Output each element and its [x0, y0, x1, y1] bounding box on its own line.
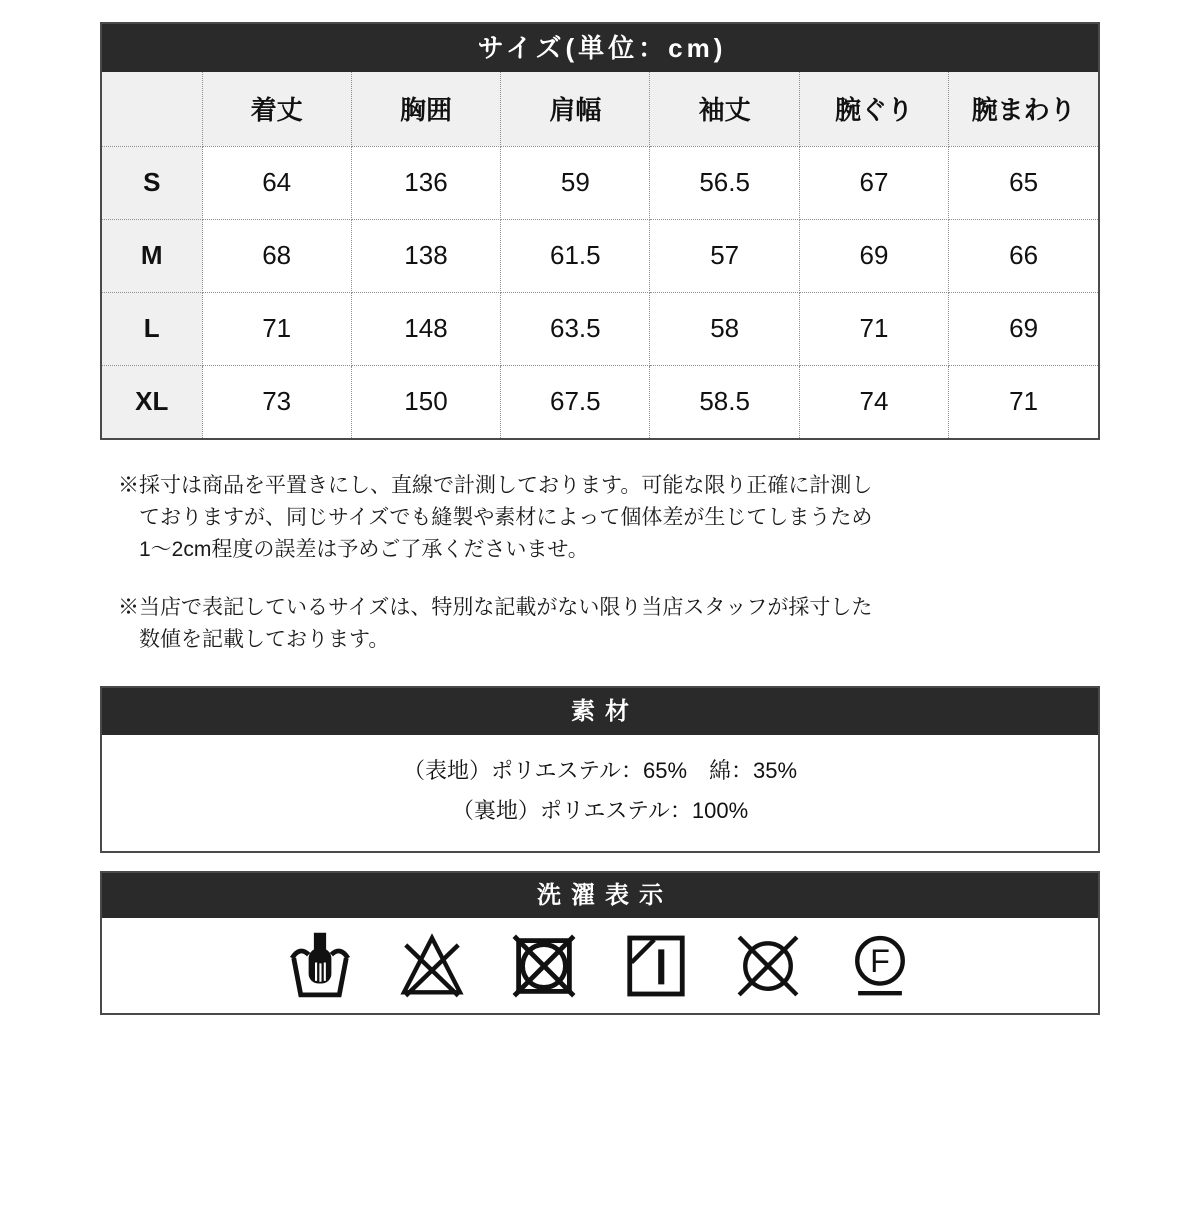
material-outer-fabric: （表地）ポリエステル：65% 綿：35%: [402, 758, 798, 783]
measurement-value: 61.5: [501, 219, 650, 292]
table-row-xl: [102, 365, 1098, 438]
laundry-symbols: [102, 918, 1098, 1013]
table-row-l: [102, 292, 1098, 365]
measurement-notes: [118, 470, 1100, 656]
material-lining: （裏地）ポリエステル：100%: [451, 798, 749, 823]
dry-clean-letter: F: [870, 942, 890, 979]
measurement-value: 67.5: [501, 365, 650, 438]
measurement-value: 71: [799, 292, 948, 365]
do-not-bleach-icon: [397, 931, 467, 1001]
dry-clean-petroleum-gentle-icon: [845, 931, 915, 1001]
material-body: [102, 735, 1098, 851]
line-dry-in-shade-icon: [621, 931, 691, 1001]
measurement-value: 69: [949, 292, 1098, 365]
column-header: 胸囲: [351, 72, 500, 146]
size-table-title: サイズ(単位：cm): [102, 24, 1098, 72]
size-label: XL: [102, 365, 202, 438]
measurement-value: 66: [949, 219, 1098, 292]
note-line: 1〜2cm程度の誤差は予めご了承くださいませ。: [139, 538, 589, 561]
measurement-value: 138: [351, 219, 500, 292]
do-not-tumble-dry-icon: [509, 931, 579, 1001]
size-label: L: [102, 292, 202, 365]
column-header: 肩幅: [501, 72, 650, 146]
note-line: ておりますが、同じサイズでも縫製や素材によって個体差が生じてしまうため: [139, 506, 873, 529]
size-table-header-row: [102, 72, 1098, 146]
note-measurement-tolerance: [118, 470, 1100, 566]
measurement-value: 68: [202, 219, 351, 292]
measurement-value: 59: [501, 146, 650, 219]
measurement-value: 63.5: [501, 292, 650, 365]
material-title: 素材: [102, 688, 1098, 735]
measurement-value: 148: [351, 292, 500, 365]
product-size-info: [100, 22, 1100, 1015]
measurement-value: 73: [202, 365, 351, 438]
column-header: 袖丈: [650, 72, 799, 146]
hand-wash-icon: [285, 931, 355, 1001]
measurement-value: 58.5: [650, 365, 799, 438]
size-label: M: [102, 219, 202, 292]
column-header: 着丈: [202, 72, 351, 146]
laundry-section: [100, 871, 1100, 1015]
measurement-value: 74: [799, 365, 948, 438]
measurement-value: 67: [799, 146, 948, 219]
do-not-dry-clean-icon: [733, 931, 803, 1001]
note-line: ※採寸は商品を平置きにし、直線で計測しております。可能な限り正確に計測し: [118, 474, 873, 497]
note-line: 数値を記載しております。: [139, 628, 390, 651]
measurement-value: 65: [949, 146, 1098, 219]
corner-cell: [102, 72, 202, 146]
measurement-value: 69: [799, 219, 948, 292]
column-header: 腕まわり: [949, 72, 1098, 146]
measurement-value: 71: [949, 365, 1098, 438]
laundry-title: 洗濯表示: [102, 873, 1098, 918]
note-staff-measured: [118, 592, 1100, 656]
material-section: [100, 686, 1100, 853]
measurement-value: 136: [351, 146, 500, 219]
column-header: 腕ぐり: [799, 72, 948, 146]
measurement-value: 58: [650, 292, 799, 365]
size-table-section: [100, 22, 1100, 440]
size-table: [102, 72, 1098, 438]
measurement-value: 71: [202, 292, 351, 365]
note-line: ※当店で表記しているサイズは、特別な記載がない限り当店スタッフが採寸した: [118, 596, 873, 619]
measurement-value: 56.5: [650, 146, 799, 219]
table-row-s: [102, 146, 1098, 219]
size-label: S: [102, 146, 202, 219]
measurement-value: 64: [202, 146, 351, 219]
measurement-value: 57: [650, 219, 799, 292]
measurement-value: 150: [351, 365, 500, 438]
table-row-m: [102, 219, 1098, 292]
